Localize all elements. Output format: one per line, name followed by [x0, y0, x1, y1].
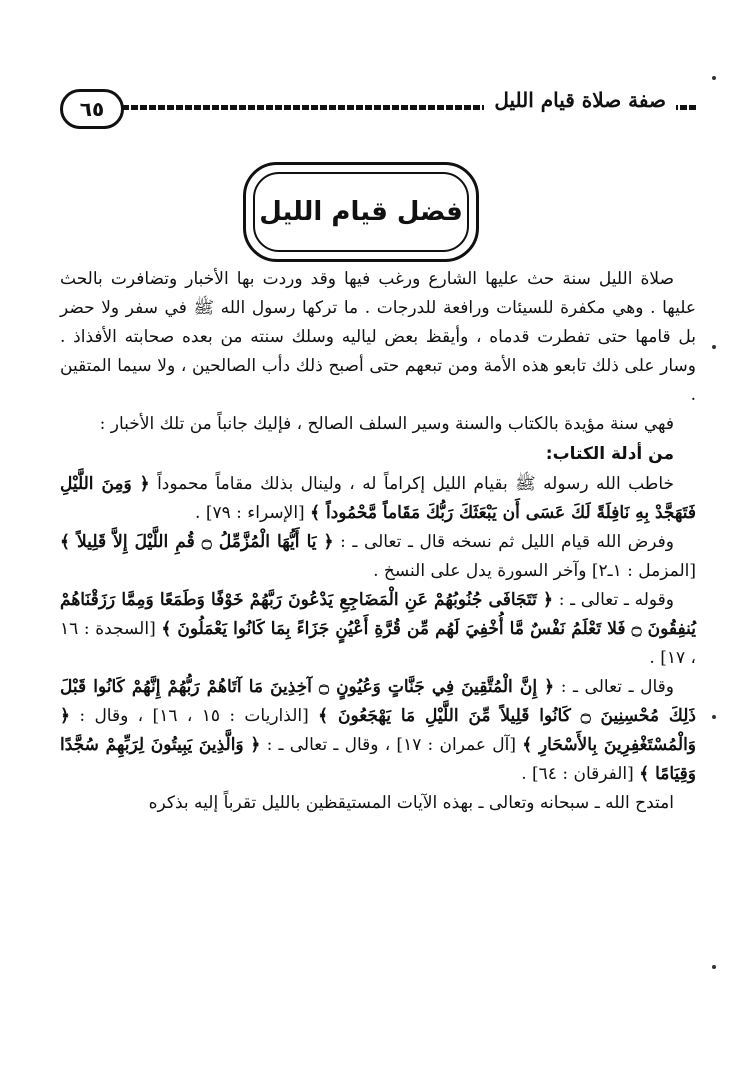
section-title-inner-frame: [253, 172, 469, 252]
evidence-item: [60, 470, 696, 528]
body-text: [60, 265, 696, 818]
evidence-item: [60, 586, 696, 673]
verse-reference: [الفرقان : ٦٤] .: [521, 764, 634, 784]
margin-mark: [712, 715, 716, 719]
section-title-frame: [243, 162, 479, 262]
section-title: فضل قيام الليل: [259, 197, 463, 227]
page-header: [60, 86, 696, 128]
quran-verse: ﴿ إِنَّ الْمُتَّقِينَ فِي جَنَّاتٍ وَعُيُونٍ ۝ آخِذِينَ مَا آتَاهُمْ رَبُّهُمْ إِنَّهُمْ كَانُوا قَبْلَ ذَلِكَ مُحْسِنِينَ ۝ كَانُوا قَلِيلاً مِّنَ اللَّيْلِ مَا يَهْجَعُونَ ﴾: [60, 677, 696, 726]
evidence-intro: وقال ـ تعالى ـ :: [560, 677, 675, 697]
evidence-heading: من أدلة الكتاب:: [545, 444, 674, 464]
verse-reference: [المزمل : ١ـ٢] وآخر السورة يدل على النسخ .: [373, 561, 696, 581]
verse-reference: [الإسراء : ٧٩] .: [195, 503, 305, 523]
verse-reference: [الذاريات : ١٥ ، ١٦] ، وقال :: [79, 706, 309, 726]
evidence-item: [60, 528, 696, 586]
verse-reference: [آل عمران : ١٧] ، وقال ـ تعالى ـ :: [266, 735, 517, 755]
closing-paragraph: امتدح الله ـ سبحانه وتعالى ـ بهذه الآيات المستيقظين بالليل تقرباً إليه بذكره: [148, 793, 674, 813]
page-number: ٦٥: [60, 89, 124, 129]
quran-verse: ﴿ وَالَّذِينَ يَبِيتُونَ لِرَبِّهِمْ سُجَّدًا وَقِيَامًا ﴾: [60, 735, 696, 784]
paragraph-intro: صلاة الليل سنة حث عليها الشارع ورغب فيها وقد وردت بها الأخبار وتضافرت بالحث عليها . وهي مكفرة للسيئات ورافعة للدرجات . ما تركها رسول الله ﷺ في سفر ولا حضر بل قامها حتى تفطرت قدماه ، وأيقظ بعض لياليه وسلك سنته من بعده صحابته الأفذاذ . وسار على ذلك تابعو هذه الأمة ومن تبعهم حتى أصبح ذلك دأب الصالحين ، ولا سيما المتقين .: [60, 269, 696, 405]
margin-mark: [712, 965, 716, 969]
paragraph-sources: فهي سنة مؤيدة بالكتاب والسنة وسير السلف الصالح ، فإليك جانباً من تلك الأخبار :: [99, 414, 674, 434]
quran-verse: ﴿ يَا أَيُّهَا الْمُزَّمِّلُ ۝ قُمِ اللَّيْلَ إِلاَّ قَلِيلاً ﴾: [60, 532, 334, 552]
running-title: صفة صلاة قيام الليل: [484, 88, 676, 112]
evidence-intro: وقوله ـ تعالى ـ :: [558, 590, 674, 610]
evidence-intro: خاطب الله رسوله ﷺ بقيام الليل إكراماً له ، ولينال بذلك مقاماً محموداً: [157, 474, 675, 494]
margin-mark: [712, 345, 716, 349]
evidence-intro: وفرض الله قيام الليل ثم نسخه قال ـ تعالى ـ :: [340, 532, 675, 552]
verse-reference: [السجدة : ١٦ ، ١٧] .: [60, 619, 696, 668]
margin-mark: [712, 76, 716, 80]
quran-verse: ﴿ وَالْمُسْتَغْفِرِينَ بِالأَسْحَارِ ﴾: [60, 706, 696, 755]
quran-verse: ﴿ تَتَجَافَى جُنُوبُهُمْ عَنِ الْمَضَاجِعِ يَدْعُونَ رَبَّهُمْ خَوْفًا وَطَمَعًا وَمِمَّا رَزَقْنَاهُمْ يُنفِقُونَ ۝ فَلا تَعْلَمُ نَفْسٌ مَّا أُخْفِيَ لَهُم مِّن قُرَّةِ أَعْيُنٍ جَزَاءً بِمَا كَانُوا يَعْمَلُونَ ﴾: [60, 590, 696, 639]
quran-verse: ﴿ وَمِنَ اللَّيْلِ فَتَهَجَّدْ بِهِ نَافِلَةً لَكَ عَسَى أَن يَبْعَثَكَ رَبُّكَ مَقَاماً مَّحْمُوداً ﴾: [60, 474, 696, 523]
evidence-item: [60, 673, 696, 789]
